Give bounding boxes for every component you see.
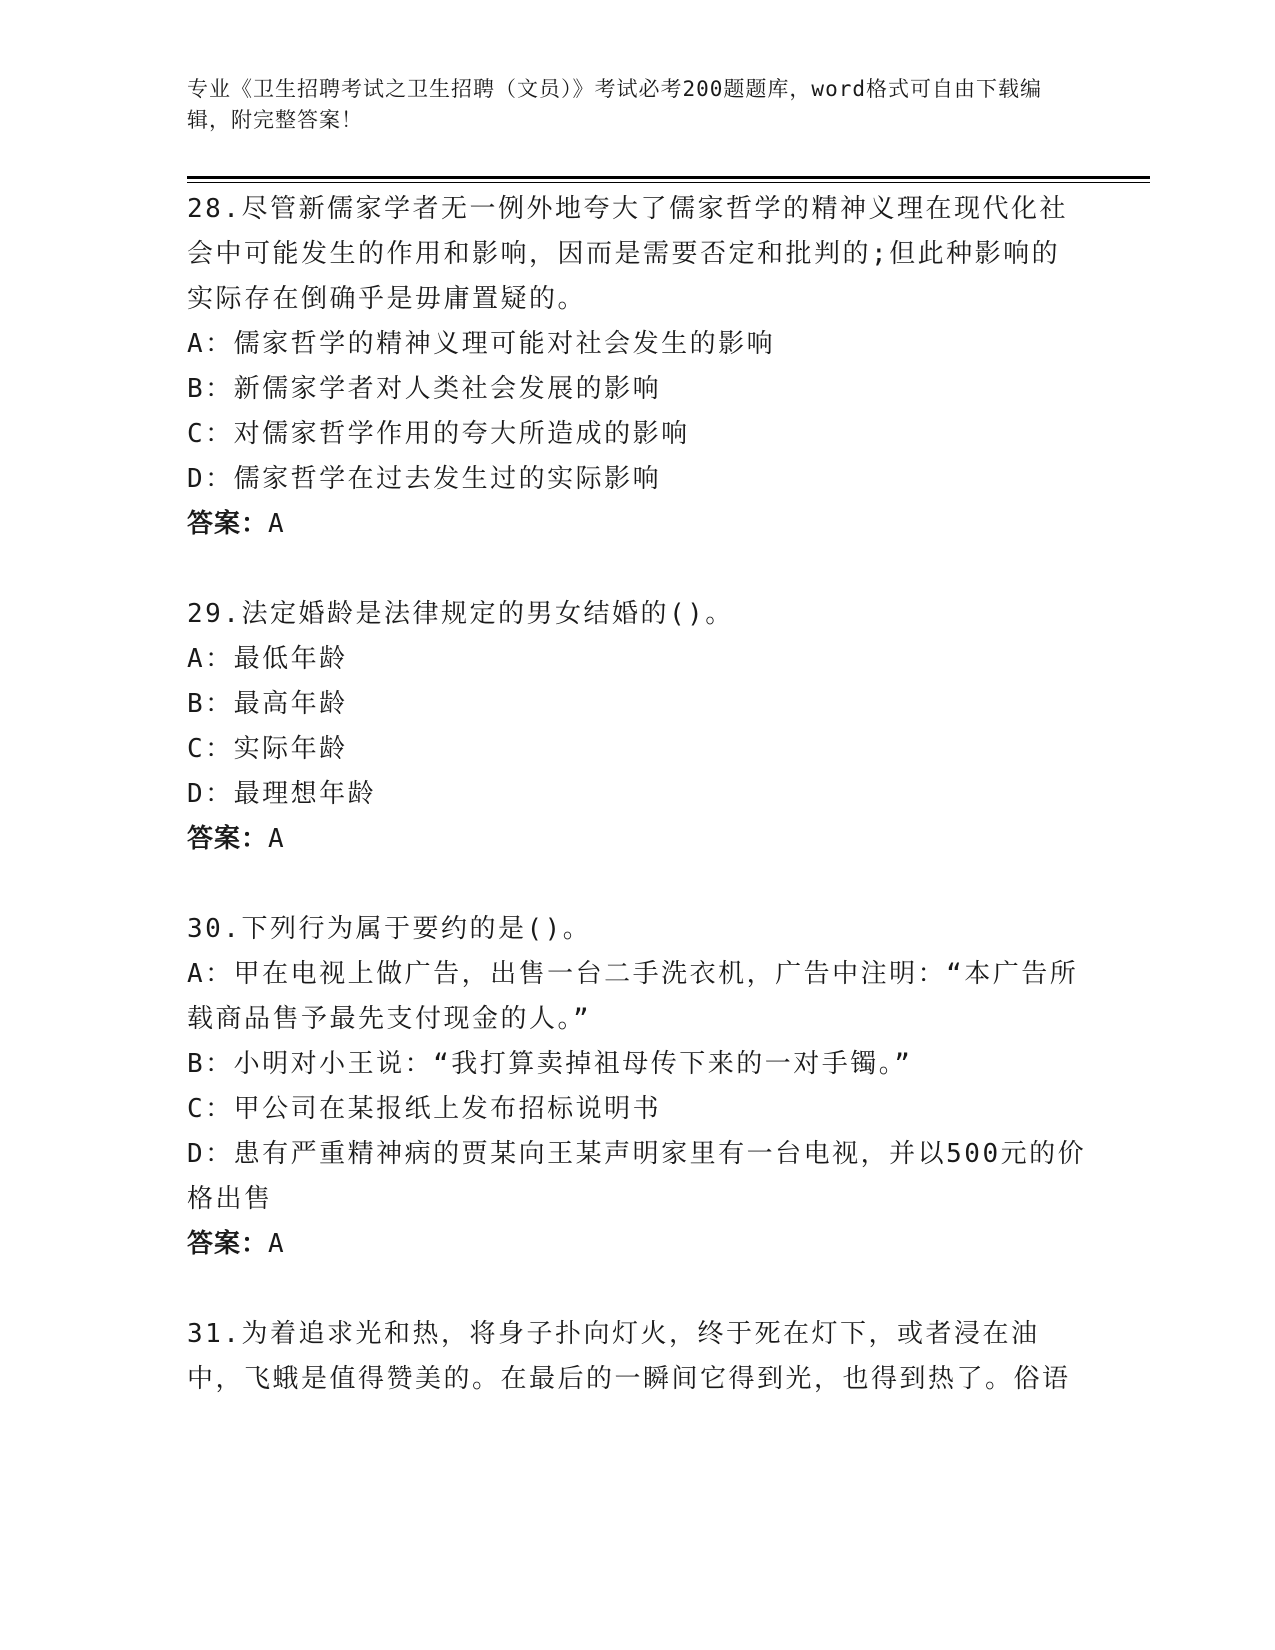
option-a: A：最低年龄 <box>187 644 348 674</box>
answer-line <box>187 502 1087 547</box>
answer-value: A <box>268 824 287 854</box>
question-stem: 30.下列行为属于要约的是()。 <box>187 914 592 944</box>
document-header: 专业《卫生招聘考试之卫生招聘（文员）》考试必考200题题库，word格式可自由下载编辑，附完整答案！ <box>187 77 1042 132</box>
answer-label: 答案： <box>187 509 269 539</box>
option-d: D：最理想年龄 <box>187 779 377 809</box>
header-divider-thick <box>187 176 1150 179</box>
question-stem: 28.尽管新儒家学者无一例外地夸大了儒家哲学的精神义理在现代化社会中可能发生的作用和影响，因而是需要否定和批判的;但此种影响的实际存在倒确乎是毋庸置疑的。 <box>187 194 1068 314</box>
question-stem: 31.为着追求光和热，将身子扑向灯火，终于死在灯下，或者浸在油中，飞蛾是值得赞美的。在最后的一瞬间它得到光，也得到热了。俗语 <box>187 1319 1071 1394</box>
option-b: B：新儒家学者对人类社会发展的影响 <box>187 374 662 404</box>
option-d: D：儒家哲学在过去发生过的实际影响 <box>187 464 662 494</box>
question-stem: 29.法定婚龄是法律规定的男女结婚的()。 <box>187 599 734 629</box>
answer-label: 答案： <box>187 824 269 854</box>
question-list <box>187 187 1087 1447</box>
option-c: C：甲公司在某报纸上发布招标说明书 <box>187 1094 662 1124</box>
answer-label: 答案： <box>187 1229 269 1259</box>
answer-line <box>187 817 1087 862</box>
header-divider-thin <box>187 182 1150 183</box>
option-c: C：对儒家哲学作用的夸大所造成的影响 <box>187 419 690 449</box>
answer-value: A <box>268 1229 287 1259</box>
question-31 <box>187 1312 1087 1402</box>
option-a: A：甲在电视上做广告，出售一台二手洗衣机，广告中注明：“本广告所载商品售予最先支付现金的人。” <box>187 959 1079 1034</box>
question-29 <box>187 592 1087 862</box>
option-b: B：小明对小王说：“我打算卖掉祖母传下来的一对手镯。” <box>187 1049 913 1079</box>
option-b: B：最高年龄 <box>187 689 348 719</box>
question-28 <box>187 187 1087 547</box>
answer-value: A <box>268 509 287 539</box>
option-c: C：实际年龄 <box>187 734 348 764</box>
answer-line <box>187 1222 1087 1267</box>
question-30 <box>187 907 1087 1267</box>
option-d: D：患有严重精神病的贾某向王某声明家里有一台电视，并以500元的价格出售 <box>187 1139 1087 1214</box>
option-a: A：儒家哲学的精神义理可能对社会发生的影响 <box>187 329 776 359</box>
